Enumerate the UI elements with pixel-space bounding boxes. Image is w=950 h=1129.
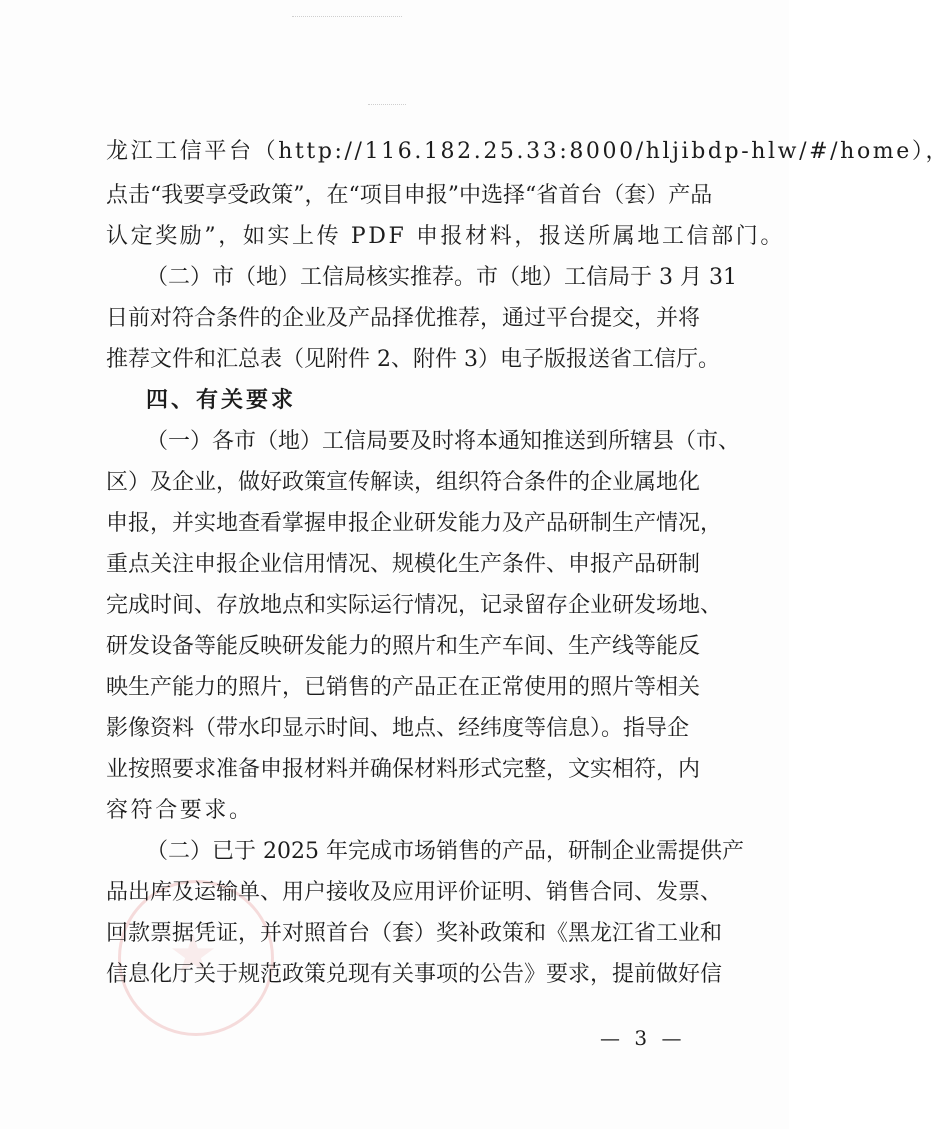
body-line: （二）已于 2025 年完成市场销售的产品，研制企业需提供产 [146,839,744,864]
body-line: 容符合要求。 [106,798,254,823]
body-line: 回款票据凭证，并对照首台（套）奖补政策和《黑龙江省工业和 [106,921,723,946]
body-line: 影像资料（带水印显示时间、地点、经纬度等信息）。指导企 [106,716,690,741]
body-line: 推荐文件和汇总表（见附件 2、附件 3）电子版报送省工信厅。 [106,347,720,372]
body-line: 业按照要求准备申报材料并确保材料形式完整，文实相符，内 [106,757,701,782]
body-line: 日前对符合条件的企业及产品择优推荐，通过平台提交，并将 [106,306,701,331]
body-line: 点击“我要享受政策”，在“项目申报”中选择“省首台（套）产品 [106,183,713,208]
body-line: （一）各市（地）工信局要及时将本通知推送到所辖县（市、 [146,429,741,454]
body-line: （二）市（地）工信局核实推荐。市（地）工信局于 3 月 31 [146,265,737,290]
page-number: — 3 — [600,1026,686,1050]
body-line: 品出库及运输单、用户接收及应用评价证明、销售合同、发票、 [106,880,723,905]
body-line: 认定奖励”，如实上传 PDF 申报材料，报送所属地工信部门。 [106,224,785,249]
section-heading: 四、有关要求 [146,388,297,413]
body-line: 区）及企业，做好政策宣传解读，组织符合条件的企业属地化 [106,470,701,495]
body-line: 龙江工信平台（http://116.182.25.33:8000/hljibdp-hlw/#/home）， [106,139,950,164]
scan-mark [368,96,406,105]
scan-mark [292,6,402,17]
body-line: 完成时间、存放地点和实际运行情况，记录留存企业研发场地、 [106,593,723,618]
body-line: 映生产能力的照片，已销售的产品正在正常使用的照片等相关 [106,675,701,700]
body-line: 研发设备等能反映研发能力的照片和生产车间、生产线等能反 [106,634,701,659]
body-line: 信息化厅关于规范政策兑现有关事项的公告》要求，提前做好信 [106,962,723,987]
body-line: 重点关注申报企业信用情况、规模化生产条件、申报产品研制 [106,552,701,577]
body-line: 申报，并实地查看掌握申报企业研发能力及产品研制生产情况， [106,511,723,536]
